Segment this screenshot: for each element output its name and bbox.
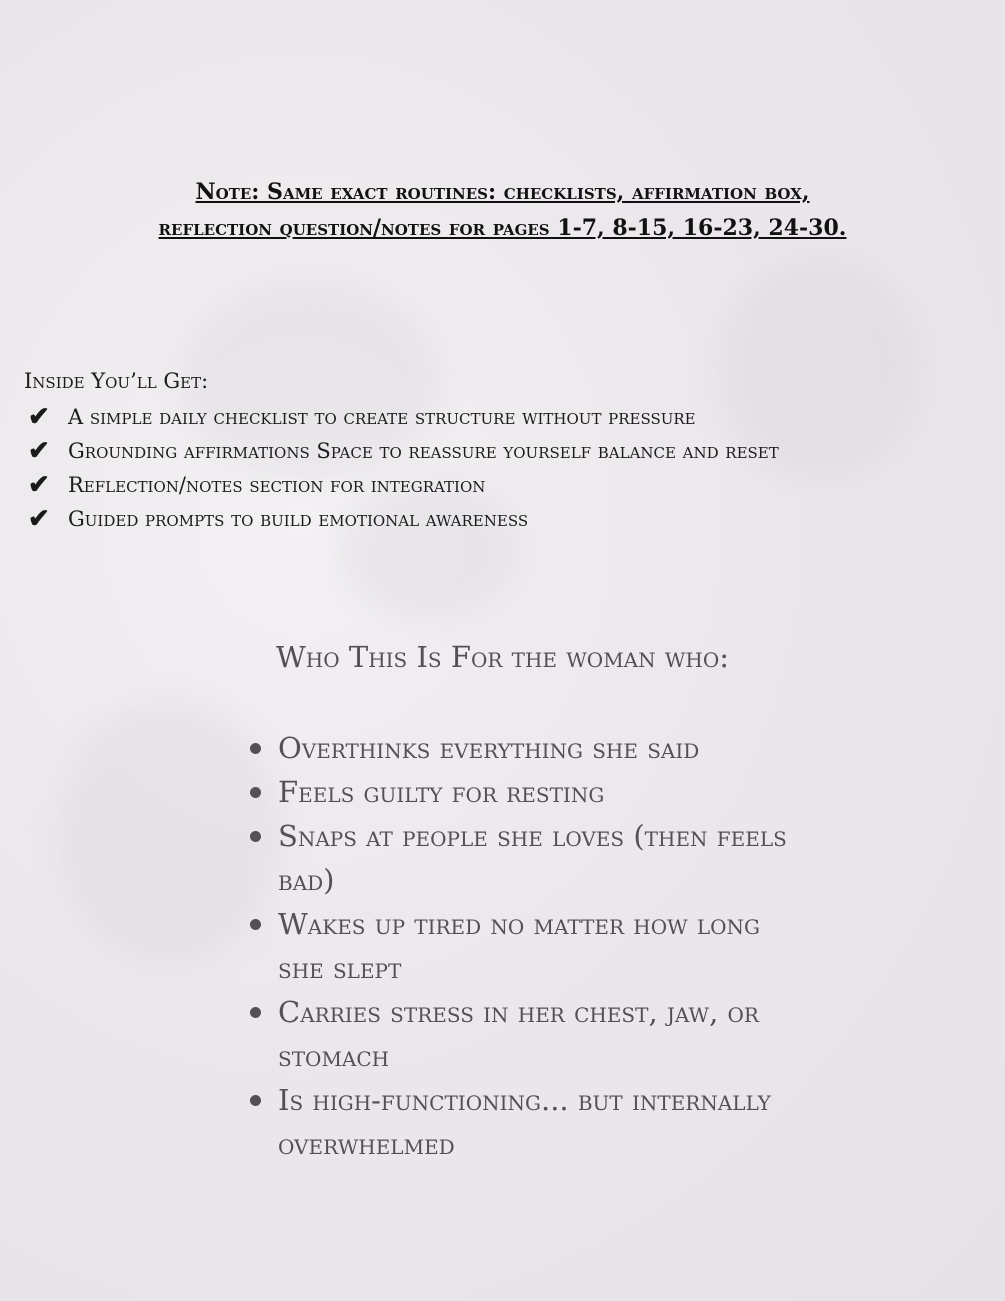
check-icon: ✔ bbox=[28, 436, 50, 466]
inside-item-text: Guided prompts to build emotional awareness bbox=[68, 507, 529, 531]
who-list-item bbox=[250, 990, 810, 1078]
who-item-text: Wakes up tired no matter how long she slept bbox=[278, 907, 761, 985]
who-item-text: Is high-functioning... but internally overwhelmed bbox=[278, 1083, 771, 1161]
bullet-dot-icon bbox=[250, 743, 261, 754]
bullet-dot-icon bbox=[250, 1095, 261, 1106]
inside-item-text: Reflection/notes section for integration bbox=[68, 473, 486, 497]
note-banner bbox=[60, 174, 945, 246]
who-list-item bbox=[250, 902, 810, 990]
inside-list bbox=[24, 400, 999, 536]
inside-item-text: A simple daily checklist to create structure without pressure bbox=[68, 405, 696, 429]
who-item-text: Snaps at people she loves (then feels bad) bbox=[278, 819, 787, 897]
who-list bbox=[250, 726, 810, 1166]
bullet-dot-icon bbox=[250, 1007, 261, 1018]
inside-heading: Inside You’ll Get: bbox=[24, 369, 209, 393]
inside-section bbox=[24, 366, 999, 536]
background-stain bbox=[60, 700, 280, 960]
who-list-item bbox=[250, 814, 810, 902]
who-list-item bbox=[250, 726, 810, 770]
inside-list-item bbox=[24, 502, 999, 536]
inside-list-item bbox=[24, 400, 999, 434]
inside-item-text: Grounding affirmations Space to reassure yourself balance and reset bbox=[68, 439, 779, 463]
note-line-1: Note: Same exact routines: checklists, affirmation box, bbox=[195, 179, 810, 205]
note-line-2: reflection question/notes for pages 1-7, 8-15, 16-23, 24-30. bbox=[158, 215, 847, 241]
who-item-text: Overthinks everything she said bbox=[278, 731, 700, 765]
bullet-dot-icon bbox=[250, 919, 261, 930]
check-icon: ✔ bbox=[28, 504, 50, 534]
check-icon: ✔ bbox=[28, 470, 50, 500]
bullet-dot-icon bbox=[250, 787, 261, 798]
who-item-text: Feels guilty for resting bbox=[278, 775, 605, 809]
who-item-text: Carries stress in her chest, jaw, or stomach bbox=[278, 995, 759, 1073]
who-heading: Who This Is For the woman who: bbox=[276, 640, 729, 674]
who-list-item bbox=[250, 770, 810, 814]
bullet-dot-icon bbox=[250, 831, 261, 842]
inside-list-item bbox=[24, 434, 999, 468]
inside-list-item bbox=[24, 468, 999, 502]
who-list-item bbox=[250, 1078, 810, 1166]
check-icon: ✔ bbox=[28, 402, 50, 432]
